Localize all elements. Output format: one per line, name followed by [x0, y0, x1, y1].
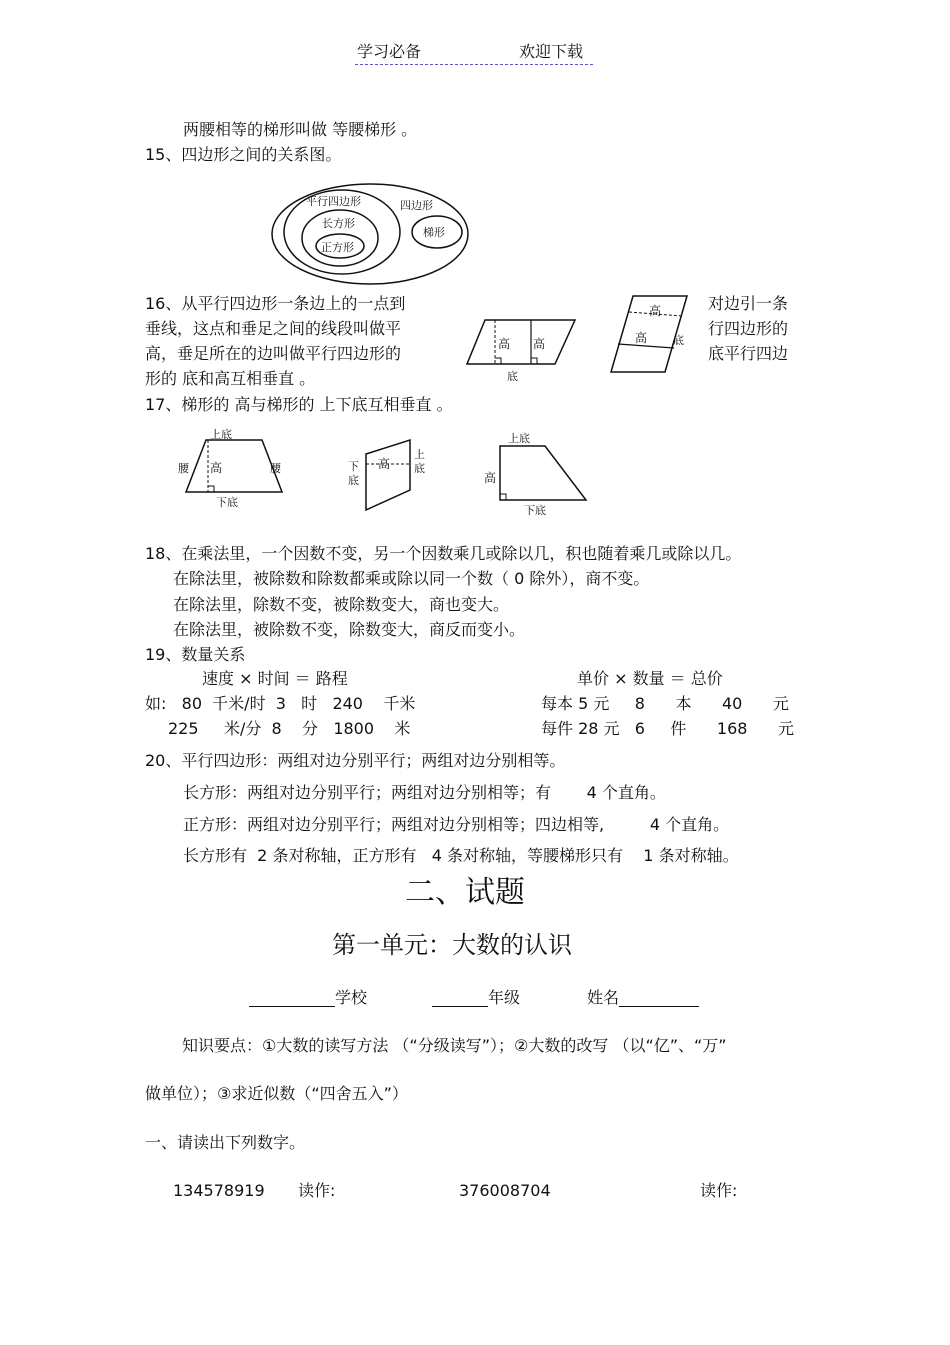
trapezoid-1-bottom-base: 下底 — [216, 496, 238, 509]
item-18-line-4: 在除法里，被除数不变，除数变大，商反而变小。 — [173, 620, 526, 639]
item-16-right-line-2: 行四边形的 — [708, 319, 789, 338]
isosceles-trapezoid-definition: 两腰相等的梯形叫做 等腰梯形 。 — [183, 120, 418, 139]
item-17-label: 17、梯形的 高与梯形的 上下底互相垂直 。 — [145, 395, 453, 414]
trapezoid-1-leg-left: 腰 — [178, 462, 189, 475]
speed-formula: 速度 × 时间 ＝ 路程 — [202, 669, 348, 688]
trapezoid-1-top-base: 上底 — [210, 428, 232, 441]
item-18-line-1: 18、在乘法里，一个因数不变，另一个因数乘几或除以几，积也随着乘几或除以几。 — [145, 544, 742, 563]
unit-title: 第一单元：大数的认识 — [332, 931, 572, 959]
name-field — [587, 988, 699, 1007]
header-right: 欢迎下载 — [519, 42, 584, 61]
height-label-3: 高 — [649, 304, 662, 318]
section-title: 二、试题 — [405, 875, 525, 910]
height-label-2: 高 — [533, 337, 546, 351]
trapezoid-2-top-base-1: 上 — [414, 448, 425, 461]
base-label-left: 底 — [507, 370, 518, 383]
right-angle-mark-2 — [531, 358, 537, 364]
base-label-right: 底 — [673, 334, 684, 347]
grade-field — [432, 988, 520, 1007]
item-16-right-line-1: 对边引一条 — [708, 294, 789, 313]
item-16-right-line-3: 底平行四边 — [708, 344, 789, 363]
name-blank[interactable] — [619, 988, 699, 1007]
parallelogram-left — [467, 320, 575, 364]
item-16-line-1: 16、从平行四边形一条边上的一点到 — [145, 294, 406, 313]
knowledge-line-1: 知识要点：①大数的读写方法 （“分级读写”）；②大数的改写 （以“亿”、“万” — [182, 1036, 727, 1055]
trapezoid-3-height-label: 高 — [484, 471, 497, 485]
grade-blank[interactable] — [432, 988, 488, 1007]
school-field — [249, 988, 367, 1007]
trapezoid-2-height-label: 高 — [378, 457, 391, 471]
square-text: 正方形 — [321, 241, 354, 254]
item-16-line-4: 形的 底和高互相垂直 。 — [145, 369, 316, 388]
trapezoid-1-right-angle — [208, 486, 214, 492]
trapezoid-2-bottom-base-2: 底 — [348, 474, 359, 487]
trapezoid-1 — [186, 440, 282, 492]
speed-example-2: 225 米/分 8 分 1800 米 — [168, 719, 411, 738]
question-1-number-2: 376008704 — [459, 1181, 551, 1200]
rectangle-text: 长方形 — [322, 217, 355, 230]
item-18-line-2: 在除法里，被除数和除数都乘或除以同一个数（ 0 除外），商不变。 — [173, 569, 650, 588]
question-1-read-2: 读作: — [700, 1181, 738, 1200]
header-divider — [355, 64, 593, 65]
trapezoid-2-top-base-2: 底 — [414, 462, 425, 475]
right-angle-mark-1 — [495, 358, 501, 364]
question-1-label: 一、请读出下列数字。 — [145, 1133, 306, 1152]
school-label: 学校 — [335, 988, 368, 1007]
header-left: 学习必备 — [357, 42, 422, 61]
question-1-read-1: 读作: — [298, 1181, 336, 1200]
knowledge-line-2: 做单位）；③求近似数（“四舍五入”） — [145, 1084, 408, 1103]
trapezoid-1-leg-right: 腰 — [270, 462, 281, 475]
trapezoid-3 — [500, 446, 586, 500]
trapezoid-3-bottom-base: 下底 — [524, 504, 546, 517]
speed-example-1: 如: 80 千米/时 3 时 240 千米 — [145, 694, 416, 713]
question-1-number-1: 134578919 — [173, 1181, 265, 1200]
height-label-1: 高 — [498, 337, 511, 351]
quadrilateral-relationship-diagram — [270, 180, 475, 290]
trapezoid-2 — [366, 440, 410, 510]
parallelogram-text: 平行四边形 — [306, 195, 361, 208]
trapezoid-figures — [170, 428, 600, 520]
item-20-line-1: 20、平行四边形：两组对边分别平行；两组对边分别相等。 — [145, 751, 566, 770]
trapezoid-2-bottom-base-1: 下 — [348, 460, 359, 473]
item-16-line-3: 高，垂足所在的边叫做平行四边形的 — [145, 344, 402, 363]
grade-label: 年级 — [488, 988, 521, 1007]
item-18-line-3: 在除法里，除数不变，被除数变大，商也变大。 — [173, 595, 510, 614]
item-15-label: 15、四边形之间的关系图。 — [145, 145, 342, 164]
price-formula: 单价 × 数量 ＝ 总价 — [577, 669, 723, 688]
quadrilateral-text: 四边形 — [400, 199, 433, 212]
price-example-2: 每件 28 元 6 件 168 元 — [541, 719, 794, 738]
price-example-1: 每本 5 元 8 本 40 元 — [541, 694, 789, 713]
item-20-line-4: 长方形有 2 条对称轴，正方形有 4 条对称轴，等腰梯形只有 1 条对称轴。 — [183, 846, 739, 865]
trapezoid-3-top-base: 上底 — [508, 432, 530, 445]
name-label: 姓名 — [587, 988, 620, 1007]
school-blank[interactable] — [249, 988, 335, 1007]
item-20-line-3: 正方形：两组对边分别平行；两组对边分别相等；四边相等, 4 个直角。 — [183, 815, 730, 834]
parallelogram-height-figures — [465, 292, 705, 387]
trapezoid-3-right-angle — [500, 494, 506, 500]
item-19-label: 19、数量关系 — [145, 645, 246, 664]
item-16-line-2: 垂线，这点和垂足之间的线段叫做平 — [145, 319, 402, 338]
height-label-4: 高 — [635, 331, 648, 345]
trapezoid-text: 梯形 — [423, 226, 445, 239]
trapezoid-1-height-label: 高 — [210, 461, 223, 475]
item-20-line-2: 长方形：两组对边分别平行；两组对边分别相等；有 4 个直角。 — [183, 783, 666, 802]
